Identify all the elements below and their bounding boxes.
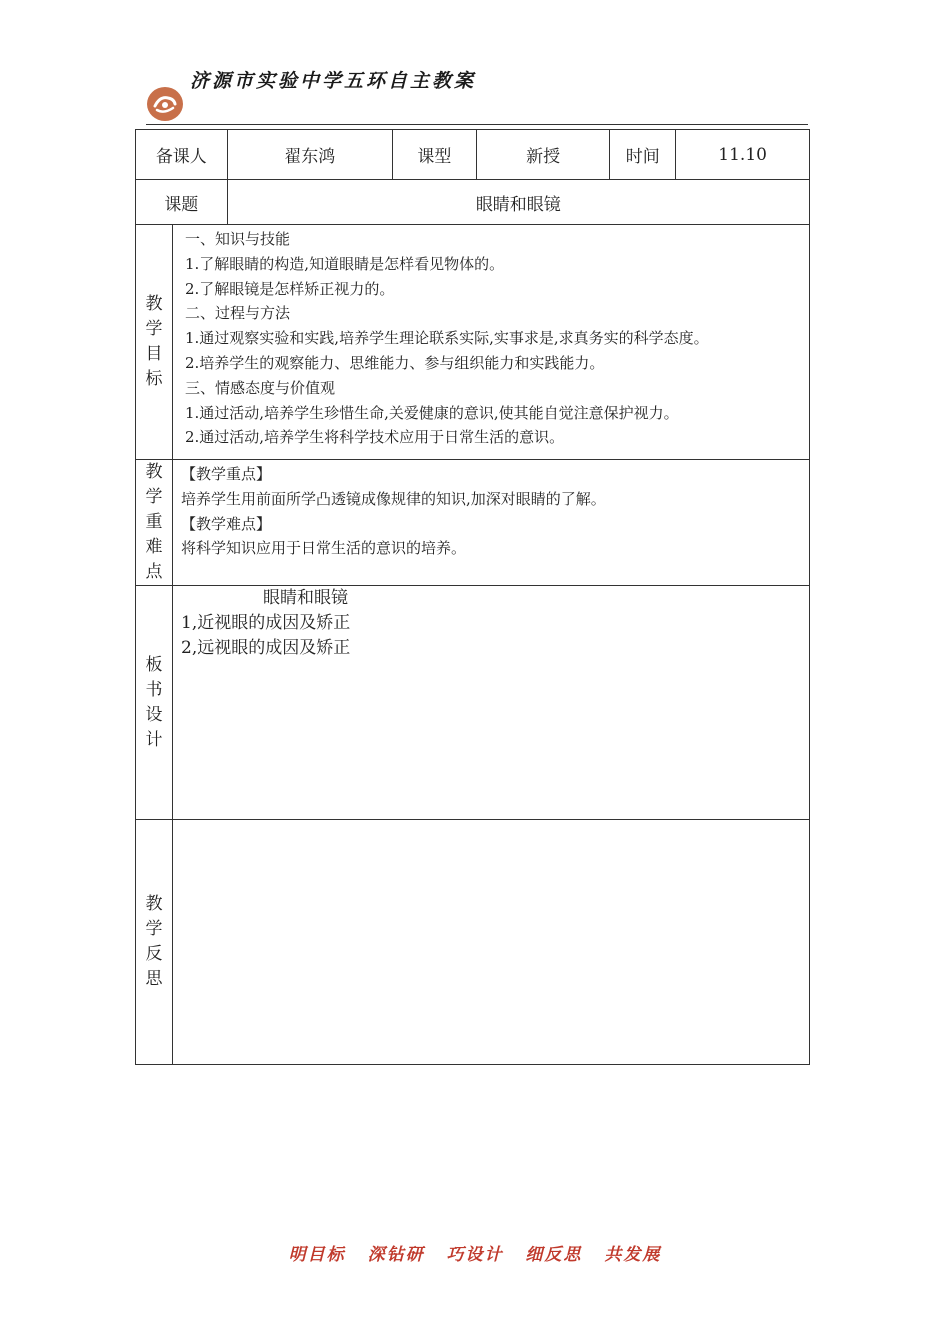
time-value: 11.10 [718,144,767,165]
preparer-label: 备课人 [136,130,227,179]
key-points-line: 【教学难点】 [181,514,272,533]
board-design-content [173,586,810,820]
objectives-line: 2.了解眼镜是怎样矫正视力的。 [185,279,395,298]
objectives-line: 一、知识与技能 [185,230,291,248]
key-points-row [136,460,810,586]
objectives-line: 2.培养学生的观察能力、思维能力、参与组织能力和实践能力。 [185,353,605,372]
school-emblem-icon [146,86,184,122]
objectives-label: 教 学 目 标 [136,225,173,460]
topic-value: 眼睛和眼镜 [475,194,561,215]
objectives-line: 1.通过活动,培养学生珍惜生命,关爱健康的意识,使其能自觉注意保护视力。 [185,403,679,422]
board-design-row [136,586,810,820]
info-row [136,130,810,180]
board-title: 眼睛和眼镜 [263,588,348,608]
reflection-row [136,820,810,1065]
key-points-line: 将科学知识应用于日常生活的意识的培养。 [181,539,467,558]
topic-label: 课题 [136,180,227,224]
school-title: 济源市实验中学五环自主教案 [190,70,477,92]
lesson-type-value: 新授 [476,130,609,179]
objectives-content [173,225,810,460]
objectives-line: 1.通过观察实验和实践,培养学生理论联系实际,实事求是,求真务实的科学态度。 [185,329,709,348]
board-line: 1,近视眼的成因及矫正 [181,612,351,633]
key-points-line: 【教学重点】 [181,465,272,483]
lesson-type-label: 课型 [392,130,476,179]
reflection-label: 教 学 反 思 [136,820,173,1065]
time-label: 时间 [610,130,676,179]
key-points-content [173,460,810,586]
objectives-line: 2.通过活动,培养学生将科学技术应用于日常生活的意识。 [185,428,565,447]
objectives-row [136,225,810,460]
motto-phrase: 巧设计 [446,1245,504,1265]
motto-phrase: 细反思 [525,1245,583,1265]
key-points-line: 培养学生用前面所学凸透镜成像规律的知识,加深对眼睛的了解。 [181,489,606,508]
header-divider [146,124,808,125]
footer-motto [0,1240,950,1265]
lesson-plan-table [135,129,810,1065]
topic-row [136,180,810,225]
objectives-line: 三、情感态度与价值观 [185,378,336,397]
key-points-label: 教 学 重 难 点 [136,460,173,586]
objectives-line: 二、过程与方法 [185,304,291,323]
board-line: 2,远视眼的成因及矫正 [181,637,351,658]
motto-phrase: 明目标 [288,1245,346,1265]
motto-phrase: 共发展 [604,1245,662,1265]
objectives-line: 1.了解眼睛的构造,知道眼睛是怎样看见物体的。 [185,254,505,273]
preparer-value: 翟东鸿 [227,130,392,179]
reflection-content [173,820,810,1065]
motto-phrase: 深钻研 [367,1245,425,1265]
board-design-label: 板 书 设 计 [136,586,173,820]
